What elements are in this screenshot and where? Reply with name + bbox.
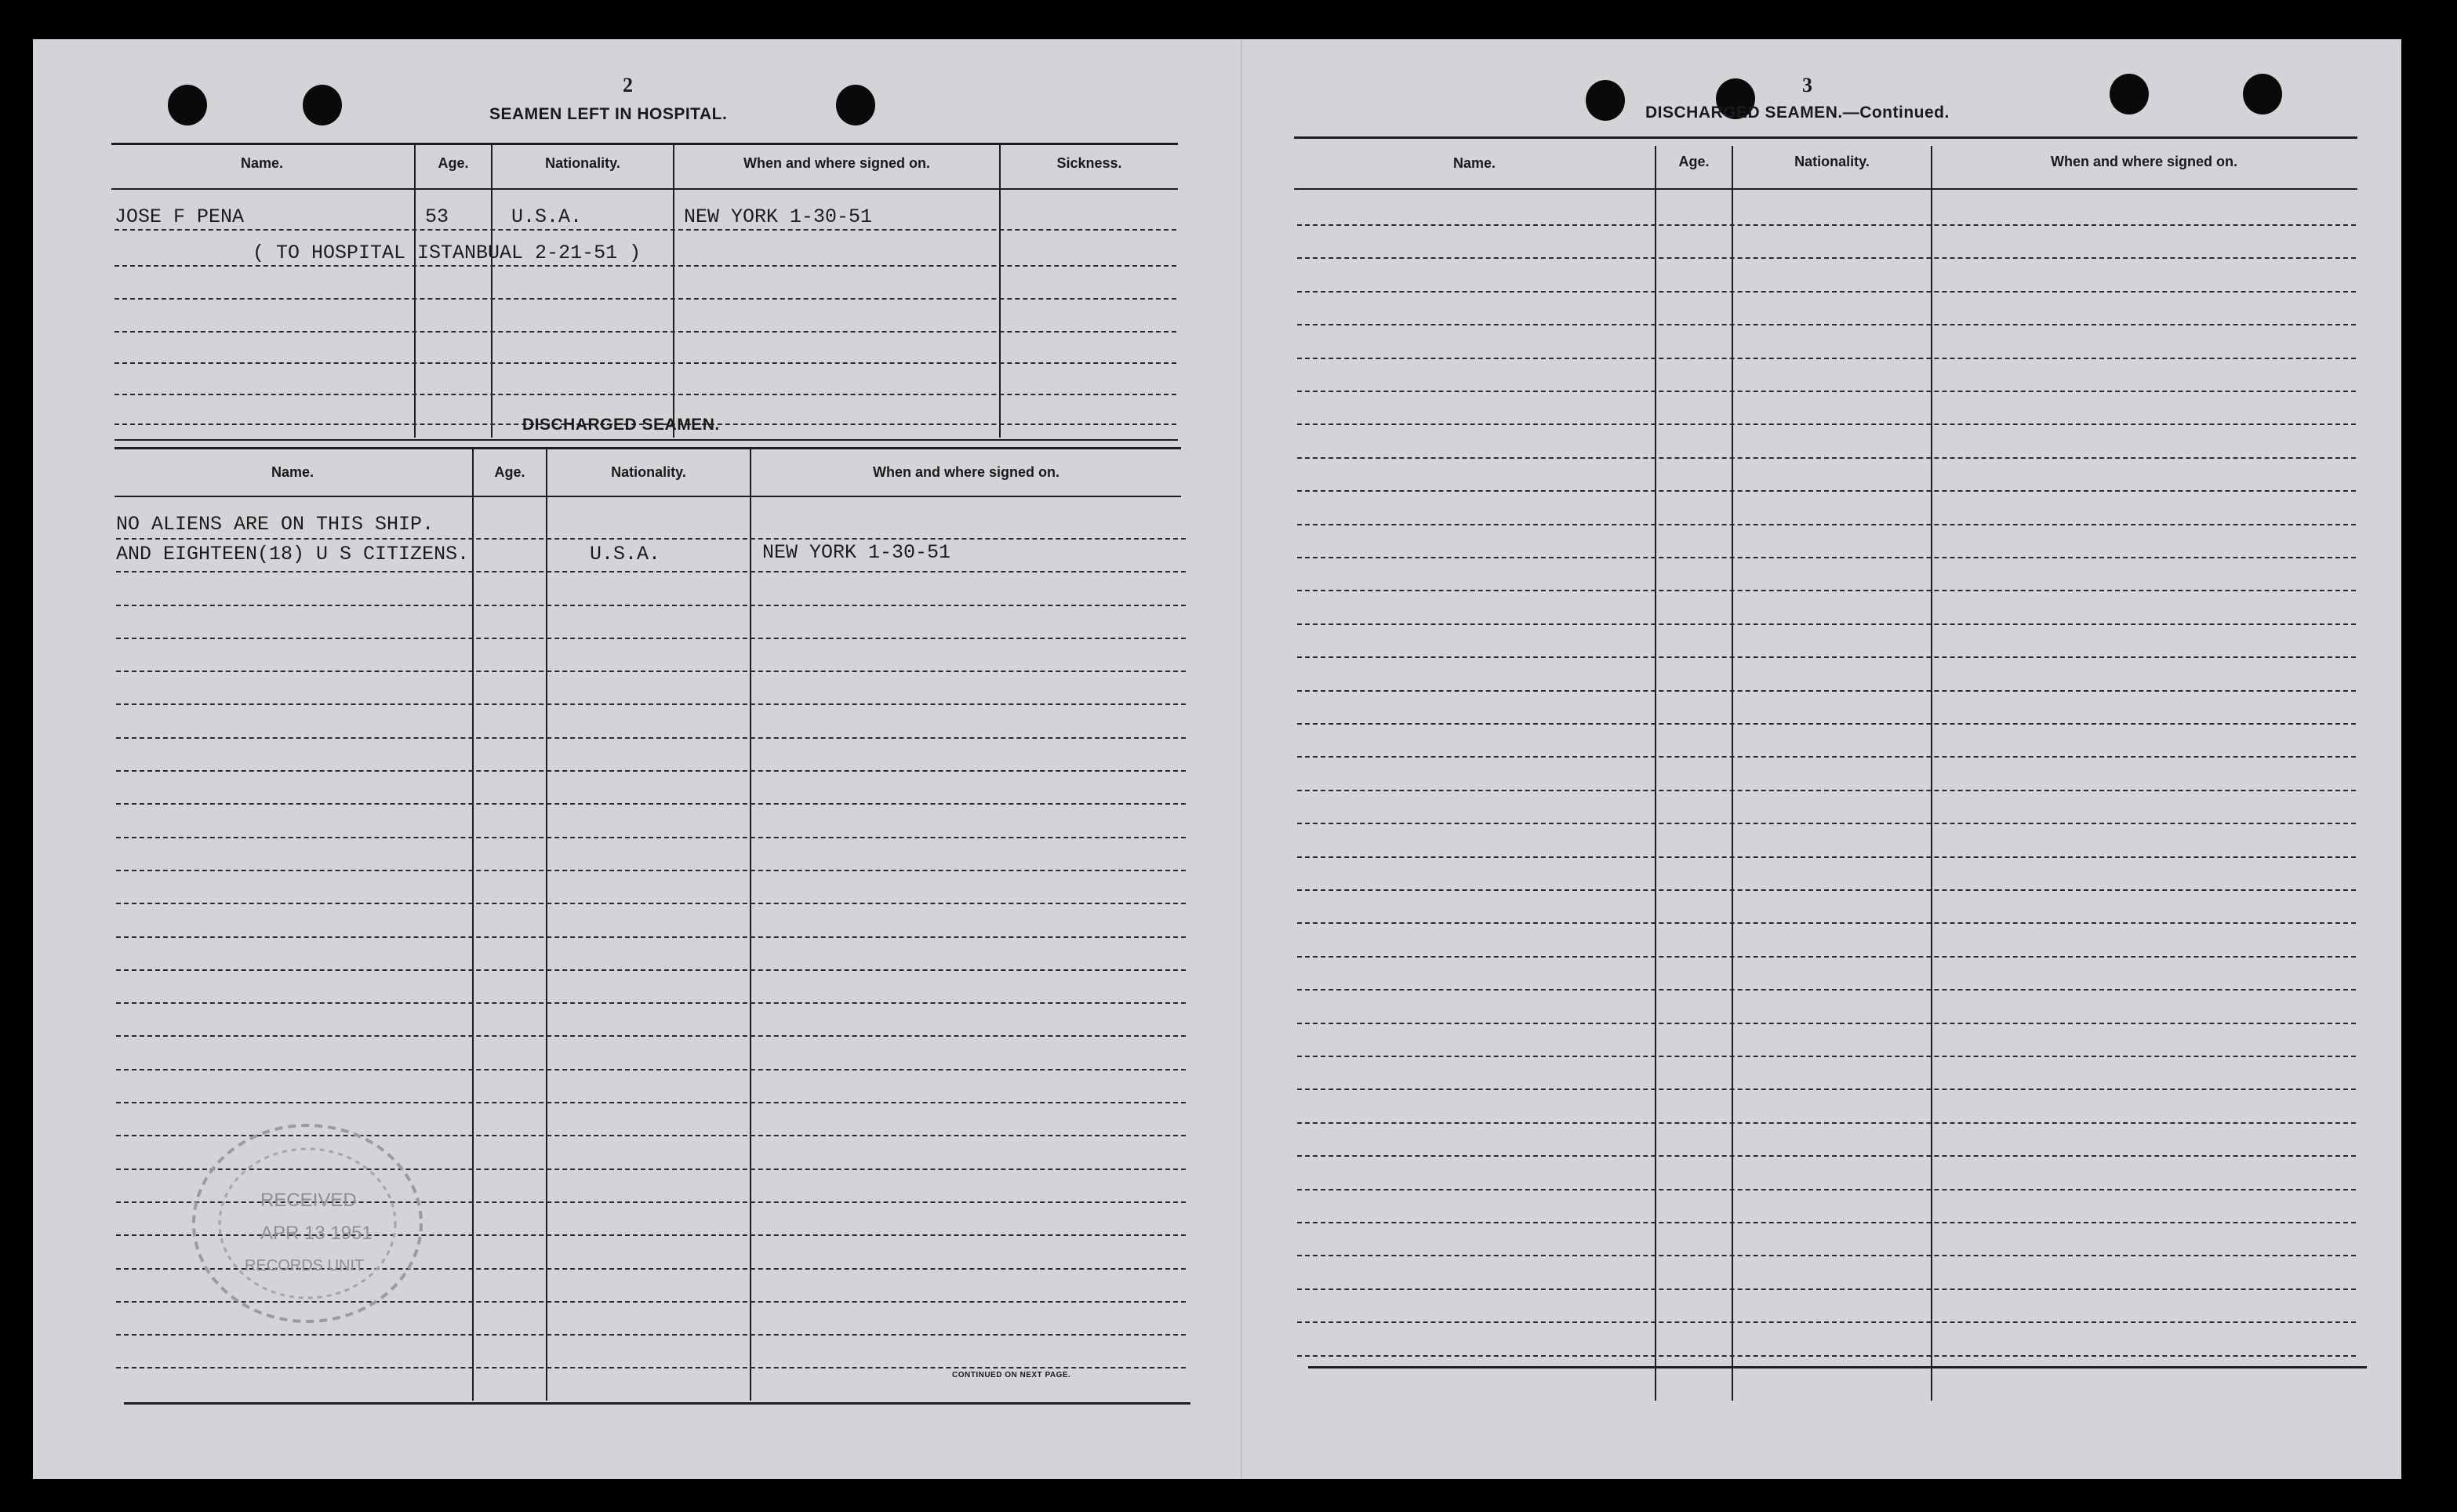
header-signed-on: When and where signed on. xyxy=(872,464,1060,480)
ruled-line xyxy=(116,605,1186,606)
column-divider xyxy=(1931,146,1932,1401)
ruled-line xyxy=(114,394,1176,395)
column-divider xyxy=(546,449,547,1401)
ruled-line xyxy=(116,770,1186,772)
section-rule xyxy=(114,439,1178,441)
ruled-line xyxy=(1297,324,2356,325)
stamp-line-2: APR 13 1951 xyxy=(260,1223,373,1244)
ruled-line xyxy=(116,1069,1186,1070)
ruled-line xyxy=(116,1002,1186,1004)
header-nationality: Nationality. xyxy=(1794,154,1870,169)
ruled-line xyxy=(116,837,1186,838)
ruled-line xyxy=(116,703,1186,705)
ruled-line xyxy=(1297,656,2356,658)
punch-hole xyxy=(2110,74,2149,114)
table-header-rule xyxy=(1294,188,2357,190)
table-bottom-rule xyxy=(124,1402,1190,1405)
discharged-nationality: U.S.A. xyxy=(590,543,661,565)
discharged-signed-on: NEW YORK 1-30-51 xyxy=(762,541,951,564)
center-fold xyxy=(1241,39,1242,1479)
table-header-rule xyxy=(114,496,1181,497)
discharged-section-title: DISCHARGED SEAMEN. xyxy=(522,416,720,434)
ruled-line xyxy=(1297,490,2356,492)
header-age: Age. xyxy=(1678,154,1710,169)
ruled-line xyxy=(1297,423,2356,425)
ruled-line xyxy=(1297,1288,2356,1290)
entry-nationality: U.S.A. xyxy=(511,205,583,228)
ruled-line xyxy=(114,298,1176,300)
ruled-line xyxy=(1297,889,2356,891)
ruled-line xyxy=(1297,1023,2356,1024)
header-nationality: Nationality. xyxy=(611,464,686,480)
hospital-section-title: SEAMEN LEFT IN HOSPITAL. xyxy=(489,105,728,123)
header-name: Name. xyxy=(271,464,314,480)
punch-hole xyxy=(2243,74,2282,114)
ruled-line xyxy=(1297,823,2356,824)
header-signed-on: When and where signed on. xyxy=(2050,154,2238,169)
ruled-line xyxy=(116,936,1186,938)
page-number: 2 xyxy=(623,74,633,96)
header-sickness: Sickness. xyxy=(1056,155,1122,171)
ruled-line xyxy=(1297,1255,2356,1256)
discharged-line-2: AND EIGHTEEN(18) U S CITIZENS. xyxy=(116,543,470,565)
ruled-line xyxy=(1297,524,2356,525)
ruled-line xyxy=(114,331,1176,333)
table-top-rule xyxy=(1294,136,2357,139)
column-divider xyxy=(1655,146,1656,1401)
document-sheet xyxy=(33,39,2401,1479)
entry-age: 53 xyxy=(425,205,449,228)
column-divider xyxy=(472,449,474,1401)
ruled-line xyxy=(114,229,1176,231)
ruled-line xyxy=(1297,457,2356,459)
header-name: Name. xyxy=(1452,155,1496,171)
ruled-line xyxy=(1297,291,2356,293)
page-number: 3 xyxy=(1802,74,1812,96)
ruled-line xyxy=(1297,257,2356,259)
ruled-line xyxy=(116,638,1186,639)
header-signed-on: When and where signed on. xyxy=(743,155,931,171)
stamp-line-3: RECORDS UNIT xyxy=(245,1257,365,1274)
received-stamp xyxy=(182,1114,441,1353)
received-stamp-graphic xyxy=(182,1114,441,1349)
stamp-line-1: RECEIVED xyxy=(260,1190,357,1211)
ruled-line xyxy=(116,571,1186,572)
ruled-line xyxy=(116,1102,1186,1103)
ruled-line xyxy=(116,538,1186,540)
ruled-line xyxy=(1297,723,2356,725)
table-bottom-rule xyxy=(1308,1366,2367,1368)
ruled-line xyxy=(1297,1355,2356,1357)
header-age: Age. xyxy=(438,155,469,171)
ruled-line xyxy=(1297,1189,2356,1190)
table-top-rule xyxy=(114,447,1181,449)
table-header-rule xyxy=(111,188,1178,190)
entry-note: ( TO HOSPITAL ISTANBUAL 2-21-51 ) xyxy=(253,242,642,264)
ruled-line xyxy=(1297,1222,2356,1223)
ruled-line xyxy=(1297,1122,2356,1124)
continued-footer: CONTINUED ON NEXT PAGE. xyxy=(952,1371,1071,1379)
ruled-line xyxy=(1297,1155,2356,1157)
column-divider xyxy=(1732,146,1733,1401)
discharged-continued-title: DISCHARGED SEAMEN.—Continued. xyxy=(1645,104,1950,122)
ruled-line xyxy=(1297,557,2356,558)
punch-hole xyxy=(303,85,342,125)
ruled-line xyxy=(114,362,1176,364)
ruled-line xyxy=(116,1367,1186,1368)
ruled-line xyxy=(116,803,1186,805)
header-nationality: Nationality. xyxy=(545,155,620,171)
ruled-line xyxy=(1297,1089,2356,1090)
ruled-line xyxy=(1297,358,2356,359)
punch-hole xyxy=(836,85,875,125)
ruled-line xyxy=(116,903,1186,904)
ruled-line xyxy=(1297,391,2356,392)
table-top-rule xyxy=(111,143,1178,145)
ruled-line xyxy=(1297,989,2356,990)
punch-hole xyxy=(1586,80,1625,121)
ruled-line xyxy=(1297,690,2356,692)
ruled-line xyxy=(116,1035,1186,1037)
ruled-line xyxy=(1297,1056,2356,1057)
header-age: Age. xyxy=(494,464,525,480)
ruled-line xyxy=(116,737,1186,739)
ruled-line xyxy=(1297,956,2356,958)
entry-signed-on: NEW YORK 1-30-51 xyxy=(684,205,873,228)
discharged-line-1: NO ALIENS ARE ON THIS SHIP. xyxy=(116,513,434,536)
entry-name: JOSE F PENA xyxy=(114,205,245,228)
ruled-line xyxy=(1297,590,2356,591)
column-divider xyxy=(750,449,751,1401)
ruled-line xyxy=(1297,623,2356,625)
ruled-line xyxy=(1297,224,2356,226)
ruled-line xyxy=(116,969,1186,971)
ruled-line xyxy=(1297,790,2356,791)
ruled-line xyxy=(1297,1321,2356,1323)
ruled-line xyxy=(1297,856,2356,858)
punch-hole xyxy=(168,85,207,125)
header-name: Name. xyxy=(240,155,284,171)
ruled-line xyxy=(114,265,1176,267)
ruled-line xyxy=(116,671,1186,672)
ruled-line xyxy=(1297,922,2356,924)
ruled-line xyxy=(116,870,1186,871)
ruled-line xyxy=(1297,756,2356,758)
